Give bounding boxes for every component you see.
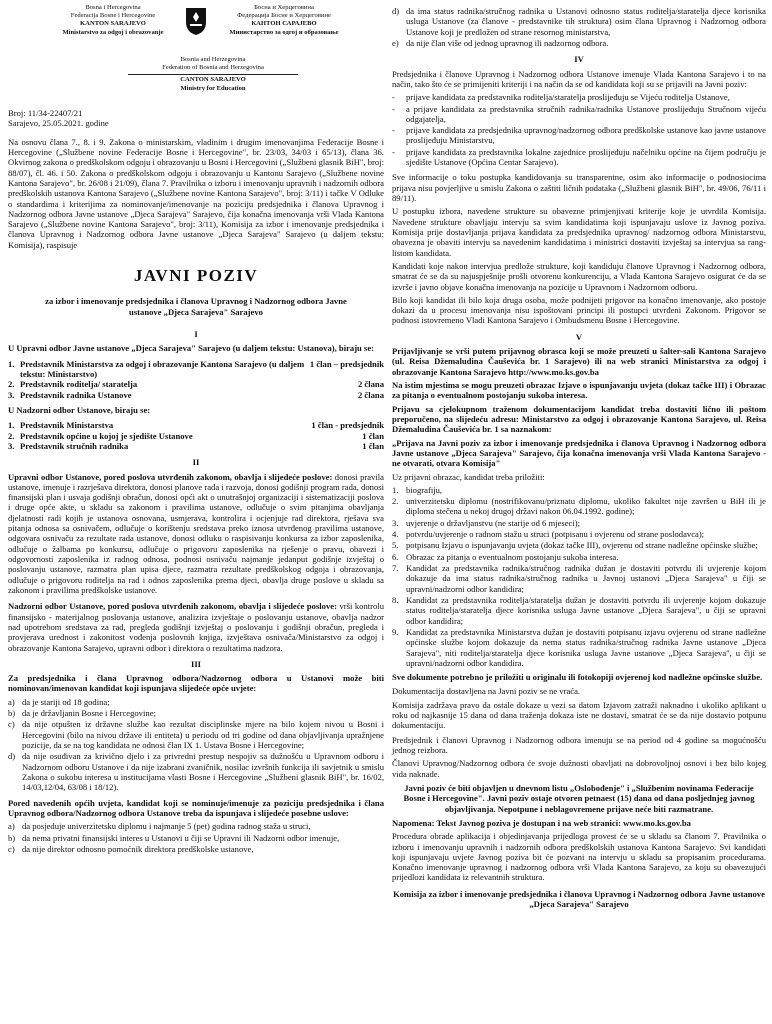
letterhead-line: Bosnia and Herzegovina xyxy=(180,56,246,63)
list-item: 8. Kandidat za predstavnika roditelja/staratelja dužan je dostaviti potvrdu ili uvjerenje kojom dokazuje status roditelja/staratelja djece korisnika usluga Javne ustanove „Djeca Sarajeva", u čiji se upravni odbor kandidira; xyxy=(392,594,766,626)
section-paragraph: Uz prijavni obrazac, kandidat treba priložiti: xyxy=(392,471,545,482)
letterhead-line: Босна и Херцеговина xyxy=(254,4,314,11)
application-paragraph: Prijavljivanje se vrši putem prijavnog obrasca koji se može preuzeti u šalter-sali Kantona Sarajevo (ul. Reisa Džemaludina Čauševića br. 1 Sarajevo) ili na web stranici Ministarstva za odgoj i obrazovanje Kantona Sarajevo http://www.mo.ks.gov.ba xyxy=(392,346,766,377)
section-paragraph: Komisija zadržava pravo da ostale dokaze u vezi sa datom Izjavom zatraži naknadno i ukoliko aplikant u roku od najkasnije 15 dana od dana traženja dokaza iste ne dostavi, smatrat će se da nije dostavio potpunu dokumentaciju. xyxy=(392,699,766,731)
section-paragraph: Prijavu sa cjelokupnom traženom dokumentacijom kandidat treba dostaviti lično ili poštom preporučeno, na slijedeću adresu: Ministarstvo za odgoj i obrazovanje Kantona Sarajevo, ul. Reisa Džemaludina Čauševića br. 1 sa naznakom: xyxy=(392,403,766,435)
letterhead xyxy=(8,0,384,90)
list-item: 7. Kandidat za predstavnika radnika/stručnog radnika dužan je dostaviti potvrdu ili uvjerenje kojom dokazuje da ima status radnika/stručnog radnika u Javnoj ustanovi „Djeca Sarajeva" u čiji se upravni/nadzorni odbor kandidira; xyxy=(392,563,766,594)
letterhead-english xyxy=(128,56,298,93)
commission-signature: Komisija za izbor i imenovanje predsjednika i članova Upravnog i Nadzornog odbora Javne ustanove „Djeca Sarajeva" Sarajevo xyxy=(393,888,765,910)
list-item: c) da nije otpušten iz državne službe kao rezultat disciplinske mjere na bilo kojem nivou u Bosni i Hercegovini (bilo na nivou države ili entiteta) u periodu od tri godine od dana objavljivanja upražnjene pozicije, da se na tog kandidata ne odnosi član IX 1. Ustava Bosne i Hercegovine; xyxy=(8,719,384,751)
list-item: 6. Obrazac za pitanja o eventualnom postojanju sukoba interesa. xyxy=(392,551,619,562)
section-paragraph: Sve dokumente potrebno je priložiti u originalu ili fotokopiji ovjerenoj kod nadležne općinske službe. xyxy=(392,672,763,683)
section-heading: IV xyxy=(574,54,584,65)
letterhead-latin xyxy=(48,4,178,37)
letterhead-line: Ministarstvo za odgoj i obrazovanje xyxy=(62,28,164,36)
section-paragraph: Nadzorni odbor Ustanove, pored poslova utvrđenih zakonom, obavlja i slijedeće poslove: vrši kontrolu finansijsko - materijalnog poslovanja ustanove, analizira izvještaje o poslovanju ustanove, obavlja nadzor nad upotrebom sredstava za rad, pregleda godišnji izvještaj o poslovanju i godišnji obračun, pregleda i provjerava urednost i zakonitost vođenja poslovnih knjiga, izvještava osnivača/Ministarstvo za odgoj i obrazovanje Kantona Sarajevo, upravni odbor i direktora o rezultatima nadzora. xyxy=(8,601,384,653)
special-conditions-list xyxy=(8,821,384,854)
left-column xyxy=(8,0,384,855)
general-conditions-list xyxy=(8,697,384,793)
list-item: 2. univerzitetsku diplomu (nostrifikovanu/priznatu diplomu, ukoliko fakultet nije završen u BiH ili je diploma stečena u nekoj drugoj državi nakon 06.04.1992. godine); xyxy=(392,496,766,517)
list-item: b) da nema privatni finansijski interes u Ustanovi u čiji se Upravni ili Nadzorni odbor imenuje, xyxy=(8,832,340,843)
section-paragraph: Sve informacije o toku postupka kandidovanja su transparentne, osim ako informacije o podnosiocima prijava nisu povjerljive u smislu Zakona o zaštiti ličnih podataka („Službeni glasnik BiH", br. 49/06, 76/11 i 89/11). xyxy=(392,172,766,203)
letterhead-line: Ministry for Education xyxy=(180,84,246,92)
list-item: d) da nije osuđivan za krivično djelo i za privredni prestup nespojiv sa dužnošću u Upravnom odboru i Nadzornom odboru Ustanove i da nije izabrani zvaničnik, nosilac izvršnih funkcija ili savjetnik u smislu Zakona o sukobu interesa u institucijama vlasti Bosne i Hercegovine „Službeni glasnik BiH", br. 16/02, 14/03,12/04, 63/08 i 18/12). xyxy=(8,751,384,793)
section-paragraph: U postupku izbora, navedene strukture su obavezne primjenjivati kriterije koje je utvrdila Komisija. Navedene strukture obavljaju intervju sa svim kandidatima koji ispunjavaju uslove iz Javnog poziva. Komisija prije dostavljanja prijava kandidata za predsjednika upravnog/ nadzornog odbora Ministarstvu, obavezna je obaviti intervju sa navedenim kandidatima i ministrici dostaviti izvještaj sa intervjua sa rang-listom kandidata. xyxy=(392,206,766,258)
letterhead-line: KANTON SARAJEVO xyxy=(80,20,146,28)
list-item: 2. Predstavnik roditelja/ staratelja 2 člana xyxy=(8,379,384,390)
website-note: Napomena: Tekst Javnog poziva je dostupan i na web stranici: www.mo.ks.gov.ba xyxy=(392,817,691,828)
document-number: Broj: 11/34-22407/21 xyxy=(8,108,83,118)
letterhead-line: Федерација Босне и Херцеговине xyxy=(237,12,331,20)
section-heading: II xyxy=(192,457,200,468)
envelope-label: „Prijava na Javni poziv za izbor i imenovanje predsjednika i članova Upravnog i Nadzornog odbora Javne ustanove „Djeca Sarajeva" Sarajevo, čija konačna imenovanja vrši Vlada Kantona Sarajevo - ne otvarati, otvara Komisija" xyxy=(392,437,766,469)
section-paragraph: U Nadzorni odbor Ustanove, biraju se: xyxy=(8,404,151,415)
section-paragraph: Upravni odbor Ustanove, pored poslova utvrđenih zakonom, obavlja i slijedeće poslove: donosi pravila ustanove, imenuje i razrješava direktora, donosi planove rada i razvoja, donosi godišnji program rada, donosi finansijski plan i usvaja godišnji obračun, donosi opći akt o unutrašnjoj organizaciji i sistematizaciji poslova i druge opće akte, u skladu sa zakonom i pravilima ustanove, odlučuje o svim pitanjima obavljanja djelatnosti radi kojih je ustanova osnovana, usmjerava, kontrolira i ocjenjuje rad direktora, rješava sva pitanja odnosa sa osnivačem, odlučuje o korištenju sredstava preko iznosa utvrđenog pravilima ustanove, odgovara osnivaču za rezultate rada ustanove, donosi odluku o raspisivanju konkursa za izbor zaposlenika, odlučuje o žalbama po konkursu, odlučuje o prigovoru zaposlenika na rješenje o pravu, obavezi i odgovornosti zaposlenika iz radnog odnosa, podnosi osnivaču najmanje jedanput godišnje izvještaj o poslovanju ustanove, razmatra plan upisa djece, razmatra rezultate predškolskog odgoja i obrazovanja, odlučuje o prigovoru roditelja na rad i odnos zaposlenika prema djeci, obavlja druge poslove u skladu sa zakonom i pravilima predškolske ustanove. xyxy=(8,471,384,595)
list-item: 3. Predstavnik radnika Ustanove 2 člana xyxy=(8,389,384,400)
section-paragraph: Dokumentacija dostavljena na Javni poziv se ne vraća. xyxy=(392,686,581,697)
list-item: - a prijave kandidata za predstavnika stručnih radnika/radnika Ustanove proslijeđuju Stručnom vijeću odgajatelja, xyxy=(392,103,766,124)
section-paragraph: Predsjednika i članove Upravnog i Nadzornog odbora Ustanove imenuje Vlada Kantona Sarajevo i to na način, tako što će se primijeniti kriteriji i na način da se od kandidata koji su se prijavili na Javni poziv: xyxy=(392,68,766,89)
supervisory-composition-list xyxy=(8,420,384,451)
letterhead-line: Federation of Bosnia and Herzegovina xyxy=(162,64,264,72)
list-item: 4. potvrdu/uvjerenje o radnom stažu u struci (potpisanu i ovjerenu od strane poslodavca); xyxy=(392,529,705,540)
board-composition-list xyxy=(8,359,384,400)
letterhead-line: КАНТОН САРАЈЕВО xyxy=(251,20,317,28)
list-item: a) da je stariji od 18 godina; xyxy=(8,696,110,707)
special-conditions-list-continued xyxy=(392,6,766,48)
section-paragraph: Bilo koji kandidat ili bilo koja druga osoba, može podnijeti prigovor na konačno imenovanje, ako postoje dokazi da u procesu imenovanja nisu ispoštovani principi ili postupci utvrđeni Zakonom. Prigovor se podnosi istovremeno Vladi Kantona Sarajevo i Ombudsmenu Bosne i Hercegovine. xyxy=(392,294,766,326)
section-paragraph: Na istim mjestima se mogu preuzeti obrazac Izjave o ispunjavanju uvjeta (dokaz tačke III) i Obrazac za pitanja o eventualnom postojanju sukoba interesa. xyxy=(392,380,766,401)
right-column xyxy=(392,6,766,909)
list-item: 2. Predstavnik općine u kojoj je sjedište Ustanove 1 član xyxy=(8,430,384,441)
letterhead-cyrillic xyxy=(214,4,354,37)
section-paragraph: Kandidati koje nakon intervjua predlože strukture, koji kandiduju članove Upravnog i Nadzornog odbora, smatrat će se da su najuspješnije prošli otvorenu konkurenciju, a Vlada Kantona Sarajevo osigurat će da se izvrše i javno objave konačna imenovanja na pozicije u Upravnom i Nadzornom odboru. xyxy=(392,260,766,292)
list-item: - prijave kandidata za predsjednika upravnog/nadzornog odbora predškolske ustanove kao javne ustanove proslijeđuju Ministarstvu, xyxy=(392,125,766,146)
required-documents-list xyxy=(392,485,766,668)
section-heading: V xyxy=(575,331,583,342)
list-item: 3. uvjerenje o državljanstvu (ne starije od 6 mjeseci); xyxy=(392,517,580,528)
section-paragraph: Za predsjednika i člana Upravnog odbora/Nadzornog odbora u Ustanovi može biti nominovan/imenovan kandidat koji ispunjava slijedeće opće uvjete: xyxy=(8,673,384,694)
forwarding-list xyxy=(392,92,766,167)
letterhead-line: Министарство за одгој и образовање xyxy=(229,28,339,36)
coat-of-arms-icon xyxy=(184,6,208,36)
section-heading: III xyxy=(190,658,202,669)
list-item: 9. Kandidat za predstavnika Ministarstva dužan je dostaviti potpisanu izjavu ovjerenu od strane nadležne općinske službe kojom dokazuje da nema status radnika/stručnog radnika Javne ustanove „Djeca Sarajeva", niti roditelja/staratelja djece korisnika usluga Javne ustanove „Djeca Sarajeva", u čiji se upravni/nadzorni odbor kandidira. xyxy=(392,626,766,668)
list-item: 5. potpisanu Izjavu o ispunjavanju uvjeta (dokaz tačke III), ovjerenu od strane nadležne općinske službe; xyxy=(392,540,758,551)
list-item: 1. biografiju, xyxy=(392,484,443,495)
section-paragraph: Procedura obrade aplikacija i objedinjavanja prijedloga provest će se u skladu sa članom 7. Pravilnika o izboru i imenovanju upravnih i nadzornih odbora predškolskih ustanova Kantona Sarajevo. Svi kandidati koji ispunjavaju uvjete Javnog poziva bit će pozvani na intervju u skladu sa propisanim procedurama. Konačno imenovanje upravnog i nadzornog odbora vrši Vlada Kantona Sarajevo, za koju su obavezujući prijedlozi kandidata iz relevantnih struktura. xyxy=(392,831,766,883)
section-paragraph: Članovi Upravnog/Nadzornog odbora će svoje dužnosti obavljati na dobrovoljnoj osnovi i bez bilo kojeg vida naknade. xyxy=(392,758,766,779)
publication-notice: Javni poziv će biti objavljen u dnevnom listu „Oslobođenje" i „Službenim novinama Federacije Bosne i Hercegovine". Javni poziv ostaje otvoren petnaest (15) dana od dana posljednjeg javnog objavljivanja. Nepotpune i neblagovremene prijave neće biti razmatrane. xyxy=(403,782,755,814)
list-item: 1. Predstavnik Ministarstva za odgoj i obrazovanje Kantona Sarajevo (u daljem tekstu: Ministarstvo) 1 član – predsjednik xyxy=(8,358,384,380)
list-item: - prijave kandidata za predstavnika lokalne zajednice proslijeđuju načelniku općine na čijem području je sjedište Ustanove (Općina Centar Sarajevo). xyxy=(392,146,766,168)
list-item: e) da nije član više od jednog upravnog ili nadzornog odbora. xyxy=(392,37,609,48)
letterhead-line: CANTON SARAJEVO xyxy=(128,74,298,84)
letterhead-line: Federacija Bosne i Hercegovine xyxy=(70,12,156,20)
letterhead-line: Bosna i Hercegovina xyxy=(85,4,141,11)
list-item: - prijave kandidata za predstavnika roditelja/staratelja proslijeđuju se Vijeću roditelja Ustanove, xyxy=(392,92,730,103)
list-item: 1. Predstavnik Ministarstva 1 član - predsjednik xyxy=(8,420,384,431)
section-heading: I xyxy=(194,329,198,340)
intro-paragraph: Na osnovu člana 7., 8. i 9. Zakona o ministarskim, vladinim i drugim imenovanjima Federacije Bosne i Hercegovine („Službene novine Federacije Bosne i Hercegovine", br. 23/03, 34/03 i 65/13), člana 36. Okvirnog zakona o predškolskom odgoju i obrazovanju u Bosni i Hercegovini („Službeni glasnik BiH", broj: 88/07), čl. 46. i 50. Zakona o predškolskom odgoju i obrazovanju u Kantonu Sarajevo („Službene novine Kantona Sarajevo", br. 26/08 i 21/09), člana 7. Pravilnika o izboru i imenovanju upravnih i nadzornih odbora predškolskih ustanova Kantona Sarajevo („Službene novine Kantona Sarajevo", broj: 3/11) i tačke V Odluke o standardima i kriterijima za nominovanje/imenovanje na poziciju predsjednika i članova Upravnog i Nadzornog odbora Javne ustanove „Djeca Sarajeva" Sarajevo, čija konačna imenovanja vrši Vlada Kantona Sarajevo („Službene novine Kantona Sarajevo", broj: 3/11), Komisija za izbor i imenovanje predsjednika i članova Upravnog i Nadzornog odbora Javne ustanove „Djeca Sarajeva" Sarajevo (u daljem tekstu: Komisija), raspisuje xyxy=(8,136,384,250)
section-paragraph: U Upravni odbor Javne ustanove „Djeca Sarajeva" Sarajevo (u daljem tekstu: Ustanova), biraju se: xyxy=(8,343,375,354)
document-title: JAVNI POZIV xyxy=(133,266,259,286)
document-subtitle: za izbor i imenovanje predsjednika i članova Upravnog i Nadzornog odbora Javne ustanove „Djeca Sarajeva" Sarajevo xyxy=(45,296,347,317)
section-paragraph: Pored navedenih općih uvjeta, kandidat koji se nominuje/imenuje za poziciju predsjednika i člana Upravnog odbora/Nadzornog odbora Ustanove treba da ispunjava i slijedeće posebne uslove: xyxy=(8,797,384,818)
list-item: c) da nije direktor odnosno pomoćnik direktora predškolske ustanove, xyxy=(8,843,254,854)
document-meta xyxy=(8,108,384,129)
document-date: Sarajevo, 25.05.2021. godine xyxy=(8,118,109,129)
list-item: b) da je državljanin Bosne i Hercegovine; xyxy=(8,708,156,719)
list-item: 3. Predstavnik stručnih radnika 1 član xyxy=(8,440,384,451)
list-item: d) da ima status radnika/stručnog radnika u Ustanovi odnosno status roditelja/staratelja djece korisnika usluga Ustanove (za članove - predstavnike tih struktura) osim člana Upravnog i Nadzornog odbora Ustanove koji je predložen od strane resornog ministarstva, xyxy=(392,6,766,37)
section-paragraph: Predsjednik i članovi Upravnog i Nadzornog odbora imenuju se na period od 4 godine sa mogućnošću jednog reizbora. xyxy=(392,734,766,755)
list-item: a) da posjeduje univerzitetsku diplomu i najmanje 5 (pet) godina radnog staža u struci, xyxy=(8,821,311,832)
